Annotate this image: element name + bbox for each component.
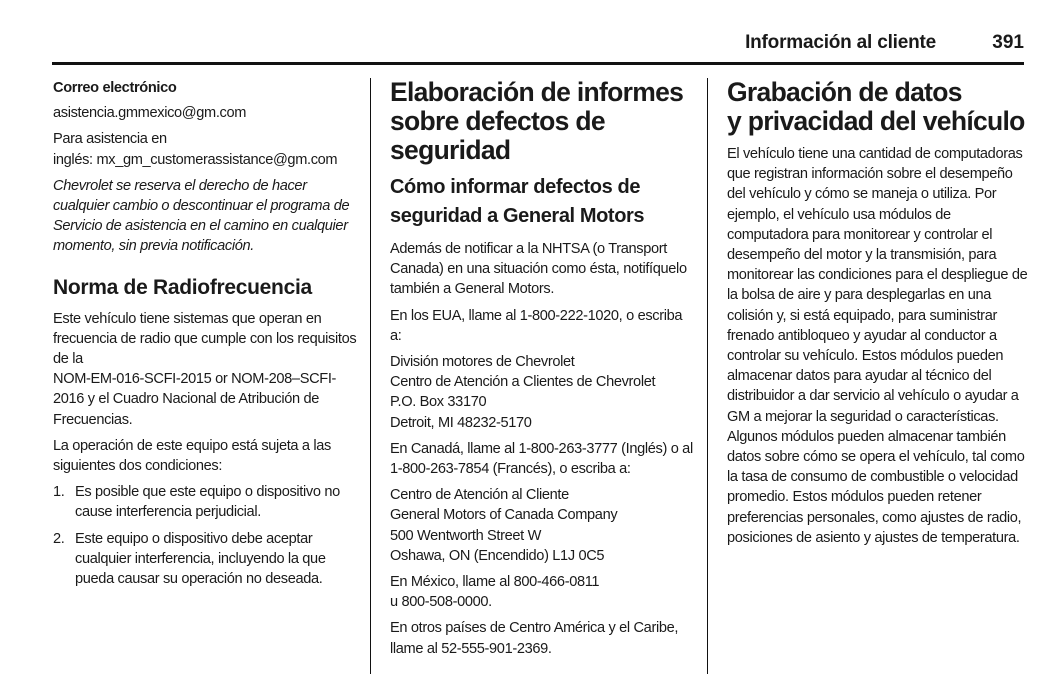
intro-paragraph: Además de notificar a la NHTSA (o Transport Canada) en una situación como ésta, notifíquelo también a General Motors. [390,241,687,298]
list-item-number: 1. [53,484,65,501]
list-item-text: Es posible que este equipo o dispositivo no cause interferencia perjudicial. [75,484,340,521]
report-defects-subheading: Cómo informar defectos de seguridad a General Motors [390,176,645,227]
page-number: 391 [992,32,1024,53]
header-rule [52,62,1024,65]
column-middle [390,78,695,665]
us-contact-line: En los EUA, llame al 1-800-222-1020, o escriba a: [390,307,683,344]
list-item [53,482,358,522]
radiofrequency-heading: Norma de Radiofrecuencia [53,275,312,299]
canada-contact-line: En Canadá, llame al 1-800-263-3777 (Inglés) o al 1-800-263-7854 (Francés), o escriba a: [390,440,693,478]
section-title: Información al cliente [745,32,936,53]
page-header [52,30,1024,60]
rf-paragraph-2: La operación de este equipo está sujeta a las siguientes dos condiciones: [53,437,331,475]
english-assistance: Para asistencia en inglés: mx_gm_customerassistance@gm.com [53,131,338,168]
email-label: Correo electrónico [53,80,177,96]
data-privacy-heading: Grabación de datos y privacidad del vehículo [727,77,1025,136]
us-address: División motores de Chevrolet Centro de Atención a Clientes de Chevrolet P.O. Box 33170 Detroit, MI 48232-5170 [390,354,656,431]
mexico-contact-line: En México, llame al 800-466-0811 u 800-508-0000. [390,574,600,611]
rf-paragraph-1: Este vehículo tiene sistemas que operan en frecuencia de radio que cumple con los requisitos de la NOM-EM-016-SCFI-2015 or NOM-208–SCFI-2016 y el Cuadro Nacional de Atribución de Frecuencias. [53,310,357,428]
canada-address: Centro de Atención al Cliente General Motors of Canada Company 500 Wentworth Street W Oshawa, ON (Encendido) L1J 0C5 [390,487,618,564]
list-item-number: 2. [53,530,65,547]
email-address: asistencia.gmmexico@gm.com [53,105,247,122]
safety-defects-heading: Elaboración de informes sobre defectos de seguridad [390,77,684,165]
conditions-list [53,482,358,589]
data-privacy-body: El vehículo tiene una cantidad de computadoras que registran información sobre el desempeño del vehículo y cómo se maneja o utiliza. Por ejemplo, el vehículo usa módulos de computadora para monitorear y controlar el desempeño del motor y la transmisión, para monitorear las condiciones para el despliegue de la bolsa de aire y para desplegarlas en una colisión y, si está equipado, para suministrar frenado antibloqueo y ayudar al conductor a controlar su vehículo. Estos módulos pueden almacenar datos para ayudar al técnico del distribuidor a dar servicio al vehículo o ayudar a GM a mejorar la seguridad o características. Algunos módulos pueden almacenar también datos sobre cómo se opera el vehículo, tal como la tasa de consumo de combustible o velocidad promedio. Estos módulos pueden retener preferencias personales, como ajustes de radio, posiciones de asiento y ajustes de temperatura. [727,146,1028,546]
list-item [53,529,358,590]
column-divider-2 [707,78,708,674]
list-item-text: Este equipo o dispositivo debe aceptar cualquier interferencia, incluyendo la que pueda causar su operación no deseada. [75,530,326,588]
other-countries-line: En otros países de Centro América y el Caribe, llame al 52-555-901-2369. [390,620,679,657]
column-right [727,78,1032,554]
column-left [53,78,358,595]
column-divider-1 [370,78,371,674]
disclaimer-text: Chevrolet se reserva el derecho de hacer cualquier cambio o descontinuar el programa de Servicio de asistencia en el camino en cualquier momento, sin previa notificación. [53,177,350,255]
